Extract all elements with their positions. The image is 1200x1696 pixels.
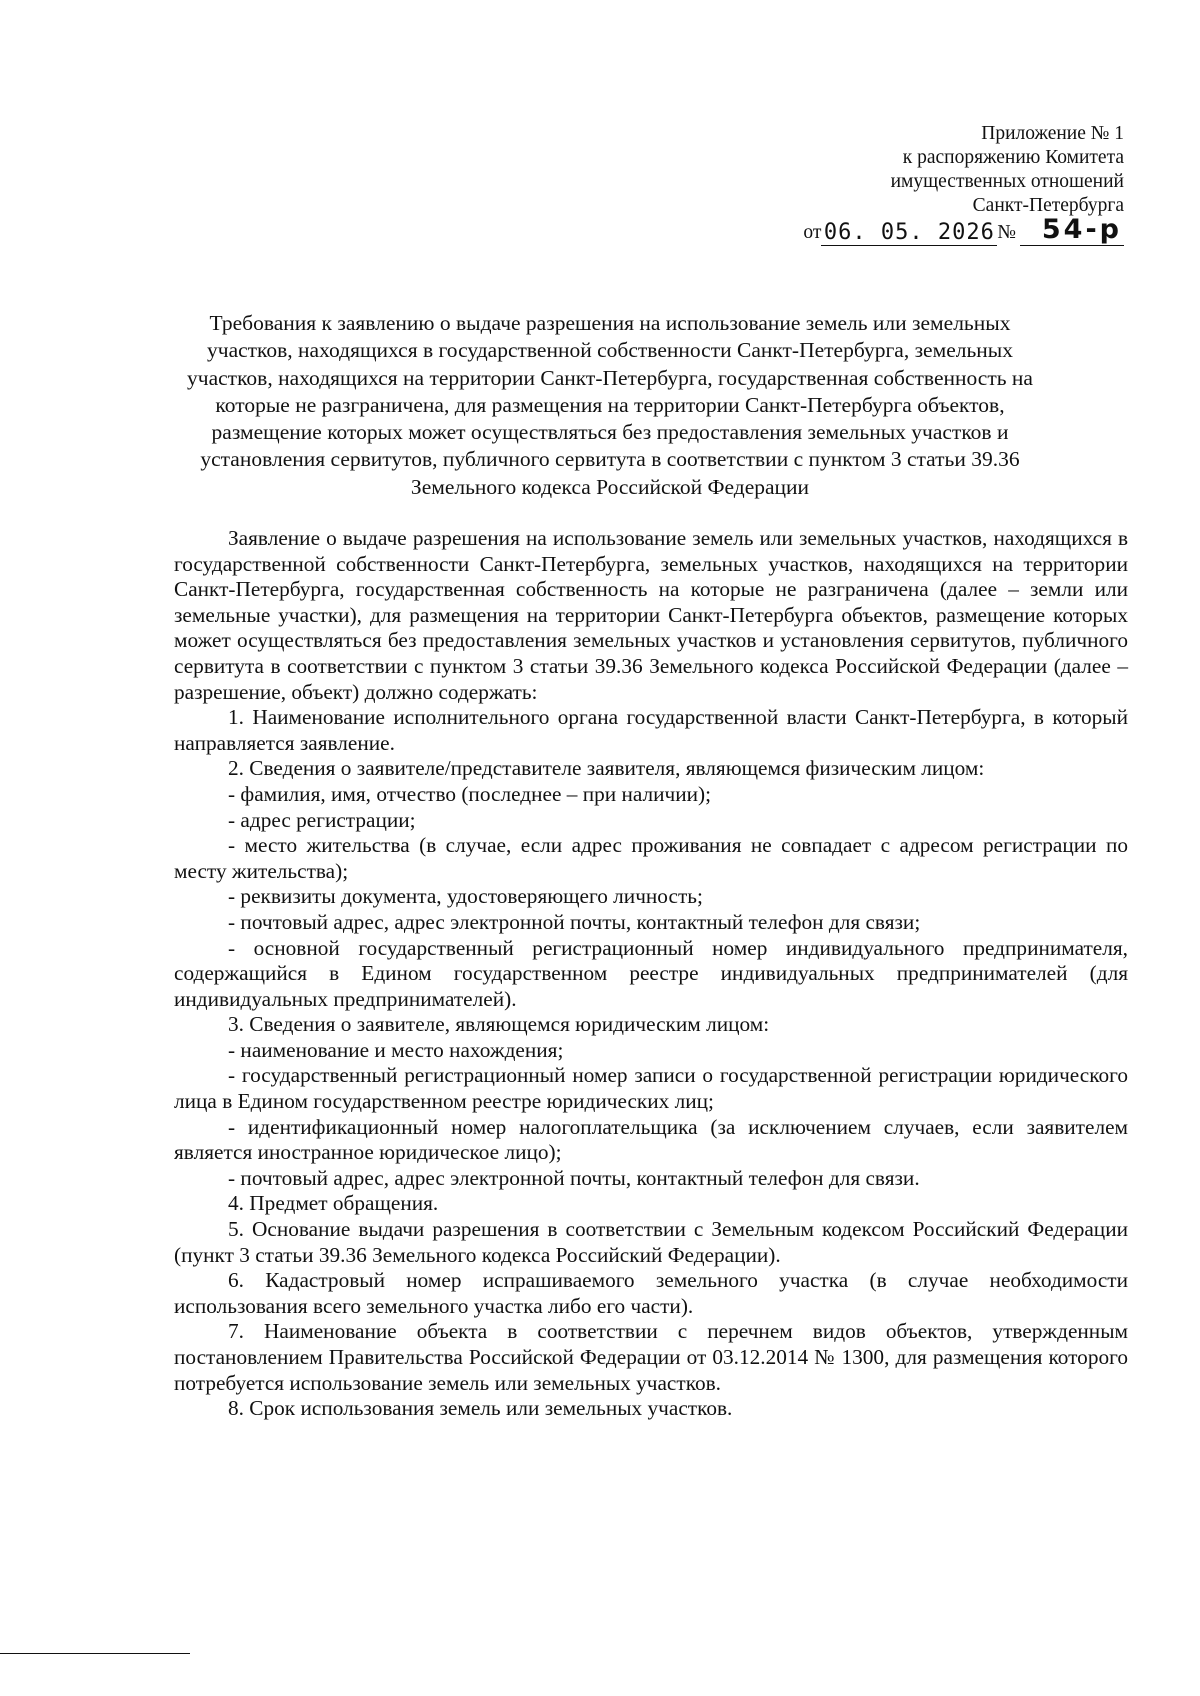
appendix-header (704, 122, 1124, 218)
list-item: 7. Наименование объекта в соответствии с перечнем видов объектов, утвержденным постановлением Правительства Российской Федерации от 03.12.2014 № 1300, для размещения которого потребуется использование земель или земельных участков. (174, 1319, 1128, 1395)
appendix-line: имущественных отношений (890, 171, 1124, 192)
order-number-sign: № (997, 222, 1016, 243)
order-number: 54-р (1020, 214, 1124, 246)
list-subitem: - идентификационный номер налогоплательщика (за исключением случаев, если заявителем является иностранное юридическое лицо); (174, 1114, 1128, 1165)
appendix-line: Санкт-Петербурга (972, 195, 1124, 216)
list-item: 8. Срок использования земель или земельных участков. (228, 1396, 733, 1421)
intro-paragraph: Заявление о выдаче разрешения на использование земель или земельных участков, находящихся в государственной собственности Санкт-Петербурга, земельных участков, находящихся на территории Санкт-Петербурга, государственная собственность на которые не разграничена (далее – земли или земельные участки), для размещения на территории Санкт-Петербурга объектов, размещение которых может осуществляться без предоставления земельных участков и установления сервитутов, публичного сервитута в соответствии с пунктом 3 статьи 39.36 Земельного кодекса Российской Федерации (далее – разрешение, объект) должно содержать: (174, 526, 1128, 704)
list-item: 2. Сведения о заявителе/представителе заявителя, являющемся физическим лицом: (228, 756, 985, 781)
order-reference (803, 214, 1124, 246)
appendix-line: к распоряжению Комитета (902, 147, 1124, 168)
list-item: 3. Сведения о заявителе, являющемся юридическим лицом: (228, 1012, 770, 1037)
order-date: 06. 05. 2026 (821, 220, 997, 246)
list-subitem: - государственный регистрационный номер записи о государственной регистрации юридического лица в Едином государственном реестре юридических лиц; (174, 1063, 1128, 1114)
list-subitem: - почтовый адрес, адрес электронной почты, контактный телефон для связи. (228, 1165, 920, 1190)
footnote-divider (0, 1653, 190, 1654)
list-subitem: - реквизиты документа, удостоверяющего личность; (228, 884, 703, 909)
appendix-line: Приложение № 1 (981, 123, 1124, 144)
list-subitem: - основной государственный регистрационный номер индивидуального предпринимателя, содержащийся в Едином государственном реестре индивидуальных предпринимателей (для индивидуальных предпринимателей). (174, 935, 1128, 1011)
document-title: Требования к заявлению о выдаче разрешения на использование земель или земельных участков, находящихся в государственной собственности Санкт-Петербурга, земельных участков, находящихся на территории Санкт-Петербурга, государственная собственность на которые не разграничена, для размещения на территории Санкт-Петербурга объектов, размещение которых может осуществляться без предоставления земельных участков и установления сервитутов, публичного сервитута в соответствии с пунктом 3 статьи 39.36 Земельного кодекса Российской Федерации (187, 311, 1033, 499)
list-subitem: - адрес регистрации; (228, 807, 416, 832)
list-subitem: - почтовый адрес, адрес электронной почты, контактный телефон для связи; (228, 909, 921, 934)
list-item: 1. Наименование исполнительного органа государственной власти Санкт-Петербурга, в который направляется заявление. (174, 705, 1128, 755)
list-subitem: - фамилия, имя, отчество (последнее – при наличии); (228, 781, 712, 806)
document-body (174, 526, 1128, 1422)
list-subitem: - наименование и место нахождения; (228, 1037, 564, 1062)
list-item: 4. Предмет обращения. (228, 1191, 439, 1216)
order-prefix: от (803, 222, 822, 243)
list-subitem: - место жительства (в случае, если адрес проживания не совпадает с адресом регистрации по месту жительства); (174, 833, 1128, 883)
list-item: 6. Кадастровый номер испрашиваемого земельного участка (в случае необходимости использования всего земельного участка либо его части). (174, 1268, 1128, 1318)
list-item: 5. Основание выдачи разрешения в соответствии с Земельным кодексом Российский Федерации (пункт 3 статьи 39.36 Земельного кодекса Российский Федерации). (174, 1217, 1128, 1267)
